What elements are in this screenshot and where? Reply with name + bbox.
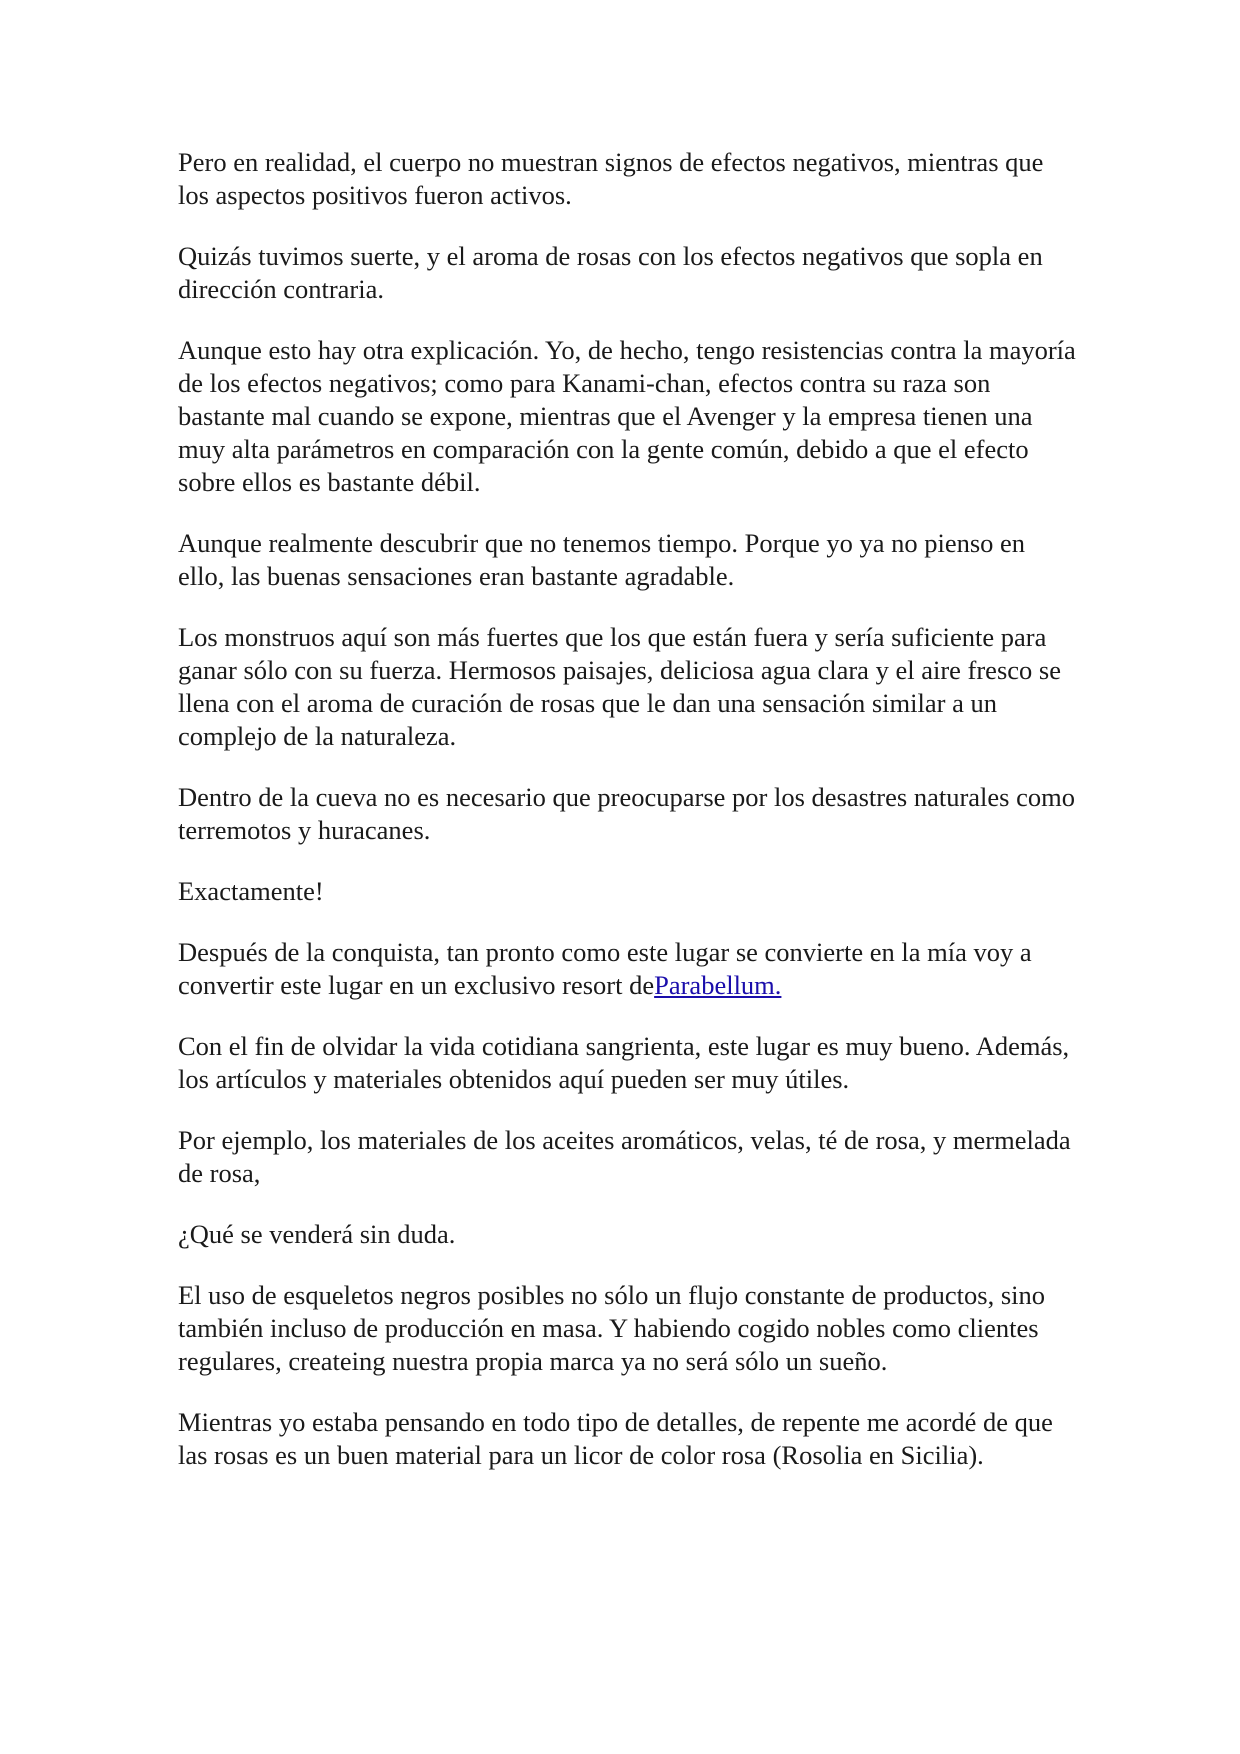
paragraph-12: El uso de esqueletos negros posibles no sólo un flujo constante de productos, sino también incluso de producción en masa. Y habiendo cogido nobles como clientes regulares, createing nuestra propia marca ya no será sólo un sueño.: [178, 1280, 1046, 1376]
paragraph-11: ¿Qué se venderá sin duda.: [178, 1219, 456, 1249]
paragraph-3: Aunque esto hay otra explicación. Yo, de hecho, tengo resistencias contra la mayoría de los efectos negativos; como para Kanami-chan, efectos contra su raza son bastante mal cuando se expone, mientras que el Avenger y la empresa tienen una muy alta parámetros en comparación con la gente común, debido a que el efecto sobre ellos es bastante débil.: [178, 335, 1076, 497]
paragraph-7: Exactamente!: [178, 876, 324, 906]
paragraph-4: Aunque realmente descubrir que no tenemos tiempo. Porque yo ya no pienso en ello, las buenas sensaciones eran bastante agradable.: [178, 528, 1026, 591]
paragraph-6: Dentro de la cueva no es necesario que preocuparse por los desastres naturales como terremotos y huracanes.: [178, 782, 1075, 845]
paragraph-8: [178, 936, 1078, 1002]
paragraph-9: Con el fin de olvidar la vida cotidiana sangrienta, este lugar es muy bueno. Además, los artículos y materiales obtenidos aquí pueden ser muy útiles.: [178, 1031, 1070, 1094]
paragraph-10: Por ejemplo, los materiales de los aceites aromáticos, velas, té de rosa, y mermelada de rosa,: [178, 1125, 1071, 1188]
paragraph-2: Quizás tuvimos suerte, y el aroma de rosas con los efectos negativos que sopla en dirección contraria.: [178, 241, 1043, 304]
paragraph-13: Mientras yo estaba pensando en todo tipo de detalles, de repente me acordé de que las rosas es un buen material para un licor de color rosa (Rosolia en Sicilia).: [178, 1407, 1053, 1470]
document-body: [178, 146, 1078, 1500]
paragraph-5: Los monstruos aquí son más fuertes que los que están fuera y sería suficiente para ganar sólo con su fuerza. Hermosos paisajes, deliciosa agua clara y el aire fresco se llena con el aroma de curación de rosas que le dan una sensación similar a un complejo de la naturaleza.: [178, 622, 1061, 751]
paragraph-1: Pero en realidad, el cuerpo no muestran signos de efectos negativos, mientras que los aspectos positivos fueron activos.: [178, 147, 1044, 210]
paragraph-8-text: Después de la conquista, tan pronto como este lugar se convierte en la mía voy a convertir este lugar en un exclusivo resort de: [178, 937, 1032, 1000]
parabellum-link[interactable]: Parabellum.: [654, 970, 782, 1000]
